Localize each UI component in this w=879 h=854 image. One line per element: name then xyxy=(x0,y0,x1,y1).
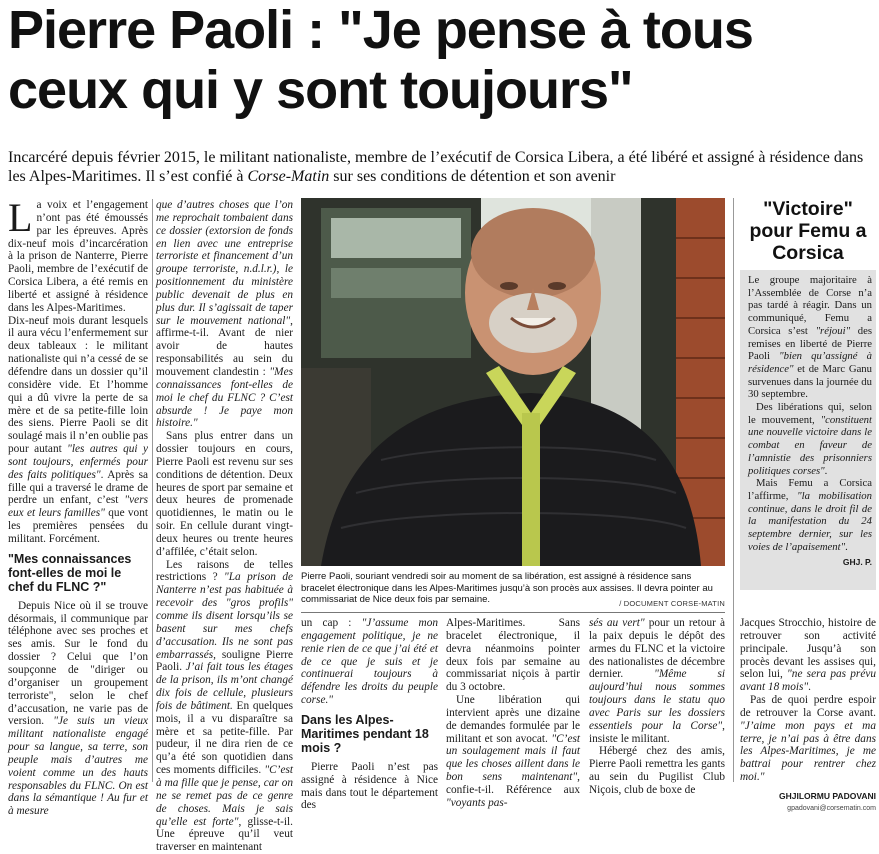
photo-caption: Pierre Paoli, souriant vendredi soir au moment de sa libération, est assigné à résidence sans bracelet électronique dans les Alpes-Maritimes jusqu’à son procès aux assises. Il devra pointer au commissariat de Nice deux fois par semaine. xyxy=(301,571,713,605)
quote: "Même si aujourd’hui nous sommes toujours dans le statu quo avec Paris sur les dossiers essentiels pour la Corse" xyxy=(589,668,725,732)
headline xyxy=(8,0,878,120)
headline-line-1: Pierre Paoli : "Je pense à tous xyxy=(8,0,753,60)
sidebar-signature: GHJ. P. xyxy=(842,557,872,568)
quote: "les autres qui y sont toujours, enfermés pour des faits politiques" xyxy=(8,443,148,481)
paragraph: Pierre Paoli n’est pas assigné à résidence à Nice mais dans tout le département des xyxy=(301,760,438,812)
paragraph: Pas de quoi perdre espoir de retrouver la Corse avant. xyxy=(740,694,876,719)
quote: "réjoui" xyxy=(815,324,851,337)
paragraph: Hébergé chez des amis, Pierre Paoli remettra les gants au sein du Pugilist Club Niçois, club de boxe de xyxy=(589,745,725,796)
headline-line-2: ceux qui y sont toujours" xyxy=(8,60,633,120)
paragraph: , confie-t-il. Référence aux xyxy=(446,771,580,796)
quote: "vers eux et leurs familles" xyxy=(8,494,148,520)
article-column-1 xyxy=(8,195,149,818)
paragraph: , affirme-t-il. Avant de nier avoir de hautes responsabilités au sein du mouvement clandestin : xyxy=(156,314,293,378)
quote: "voyants pas- xyxy=(446,796,508,809)
paragraph: , glisse-t-il. Une épreuve qu’il veut traverser en maintenant xyxy=(156,815,293,854)
quote: "constituent une nouvelle victoire dans le combat en faveur de l’amnistie des prisonniers politiques corses" xyxy=(748,413,872,477)
quote: "La prison de Nanterre n’est pas habituée à recevoir des "gros profils" comme ils disent lorsqu’ils se basent sur mes chefs d’accusation. Ils ne sont pas embarrassés, xyxy=(156,571,293,661)
standfirst-text: Incarcéré depuis février 2015, le militant nationaliste, membre de l’exécutif de Corsica Libera, a été libéré et assigné à résidence dans les Alpes-Maritimes. Il s’est confié à xyxy=(8,149,864,185)
paragraph: Une libération qui intervient après une dizaine de demandes formulée par le militant et son avocat. xyxy=(446,694,580,745)
article-column-4 xyxy=(446,617,580,809)
quote: J’ai fait tous les étages de la prison, ils m’ont changé dix fois de cellule, plusieurs fois de bâtiment. xyxy=(156,661,293,712)
quote: "Je suis un vieux militant nationaliste engagé pour sa langue, sa terre, son peuple mais d’autres me voient comme un des hauts responsables du FLNC. On est dans la sémantique ! Au fur et à mesure xyxy=(8,715,149,818)
paragraph: Depuis Nice où il se trouve désormais, il communique par téléphone avec ses proches et ses amis. Sur le fond du dossier ? Celui que l’on soupçonne de "diriger ou d’organiser un groupement terroriste", selon le chef d’accusation, ne varie pas de version. xyxy=(8,599,148,728)
article-column-3 xyxy=(301,617,438,812)
quote: sés au vert" xyxy=(589,617,645,629)
paragraph: Alpes-Maritimes. Sans bracelet électronique, il devra néanmoins pointer deux fois par semaine au commissariat niçois à partir du 3 octobre. xyxy=(446,617,580,694)
paragraph: En quelques mois, il a vu disparaître sa mère et sa petite-fille. Par pudeur, il ne dira rien de ce qu’a été son quotidien dans ces moments difficiles. xyxy=(156,699,293,777)
separator xyxy=(301,612,725,613)
portrait-photo xyxy=(301,198,725,566)
sidebar-body xyxy=(740,270,876,590)
author-name: GHJILORMU PADOVANI xyxy=(779,790,876,801)
standfirst-text-end: sur ses conditions de détention et son avenir xyxy=(329,168,616,185)
standfirst xyxy=(8,148,874,186)
paragraph: des remises en liberté de Pierre Paoli xyxy=(748,324,872,363)
paragraph: Le groupe majoritaire à l’Assemblée de Corse n’a pas tardé à réagir. Dans un communiqué, Femu a Corsica s’est xyxy=(748,274,872,337)
paragraph: . Après sa fille qui a traversé le drame de perdre un enfant, c’est xyxy=(8,468,148,507)
subheading: Dans les Alpes-Maritimes pendant 18 mois ? xyxy=(301,712,429,755)
paragraph: souligne Pierre Paoli. xyxy=(156,648,293,674)
article-column-5 xyxy=(589,617,725,796)
article-column-2 xyxy=(156,199,293,854)
paragraph: , insiste le militant. xyxy=(589,719,725,745)
sidebar-title: "Victoire" pour Femu a Corsica xyxy=(749,198,867,264)
paragraph: a voix et l’engagement n’ont pas été émoussés par les épreuves. Après dix-neuf mois d’incarcération à la prison de Nanterre, Pierre Paoli, membre de l’exécutif de Corsica Libera, a été remis en liberté et assigné à résidence dans les Alpes-Maritimes. xyxy=(8,199,148,314)
author-email: gpadovani@corsematin.com xyxy=(787,804,876,812)
quote: "ne sera pas prévu avant 18 mois" xyxy=(740,668,876,694)
column-divider xyxy=(733,198,734,782)
paragraph: un cap : xyxy=(301,617,362,629)
subheading: "Mes connaissances font-elles de moi le chef du FLNC ?" xyxy=(8,551,132,594)
quote: "J’aime mon pays et ma terre, je n’ai pas à être dans les Alpes-Maritimes, je me battrai pour rentrer chez moi." xyxy=(740,719,876,784)
article-column-6 xyxy=(740,617,876,812)
quote: "J’assume mon engagement politique, je ne renie rien de ce que j’ai été et de ce que je suis et je continuerai toujours à défendre les droits du peuple corse." xyxy=(301,617,438,707)
quote: que d’autres choses que l’on me reprochait tombaient dans ce dossier (extorsion de fonds en lien avec une entreprise terroriste et financement d’un groupe terroriste, n.d.l.r.), le positionnement du ministère public devenait de plus en plus dur. Il s’agissait de taper sur le mouvement national" xyxy=(156,199,293,327)
paragraph: Les raisons de telles restrictions ? xyxy=(156,558,293,584)
paragraph: Mais Femu a Corsica l’affirme, xyxy=(748,477,872,502)
paragraph: Sans plus entrer dans un dossier toujours en cours, Pierre Paoli est revenu sur ses conditions de détention. Deux heures de sport par semaine et deux heures de promenade quotidiennes, le matin ou le soir. En cellule durant vingt-deux heures ou trente heures d’affilée, c’était selon. xyxy=(156,430,293,558)
paragraph: . xyxy=(845,540,848,553)
paragraph: . xyxy=(808,681,811,694)
quote: "bien qu’assigné à résidence" xyxy=(748,350,872,375)
photo-credit: / DOCUMENT CORSE-MATIN xyxy=(619,599,725,608)
paragraph: . xyxy=(824,464,828,477)
paragraph: Des libérations qui, selon le mouvement, xyxy=(748,401,872,426)
quote: "C’est un soulagement mais il faut que les choses aillent dans le bon sens maintenant" xyxy=(446,732,580,784)
paragraph: que vont les premières pensées du militant. Forcément. xyxy=(8,507,148,545)
portrait-illustration xyxy=(301,198,725,566)
paragraph: Dix-neuf mois durant lesquels il aura vécu l’enfermement sur deux tableaux : le militant nationaliste qui n’a cessé de se défendre dans un dossier qu’il considère vide. Et l’homme qui a dû vivre la perte de sa mère et de sa petite-fille loin des siens. Pierre Paoli se dit soulagé mais il n’en oublie pas pour autant xyxy=(8,314,148,456)
quote: "la mobilisation continue, dans le droit fil de la manifestation du 24 septembre dernier, sur les voies de l’apaisement" xyxy=(748,489,872,553)
paragraph: et de Marc Ganu survenues dans la journée du 30 septembre. xyxy=(748,362,872,401)
column-divider xyxy=(152,199,153,782)
paragraph: Jacques Strocchio, histoire de retrouver son activité principale. Jusqu’à son procès devant les assises qui, selon lui, xyxy=(740,617,876,681)
quote: "C’est à ma fille que je pense, car on ne se remet pas de ce genre de choses. Mais je sais qu’elle est forte" xyxy=(156,764,293,828)
sidebar-box xyxy=(740,198,876,590)
standfirst-paper-name: Corse-Matin xyxy=(247,168,330,185)
drop-cap: L xyxy=(8,195,33,240)
paragraph: pour un retour à la paix depuis le dépôt des armes du FLNC et la victoire des nationalistes de décembre dernier. xyxy=(589,617,725,681)
quote: "Mes connaissances font-elles de moi le chef du FLNC ? C’est absurde ! Je paye mon histoire." xyxy=(156,365,293,430)
